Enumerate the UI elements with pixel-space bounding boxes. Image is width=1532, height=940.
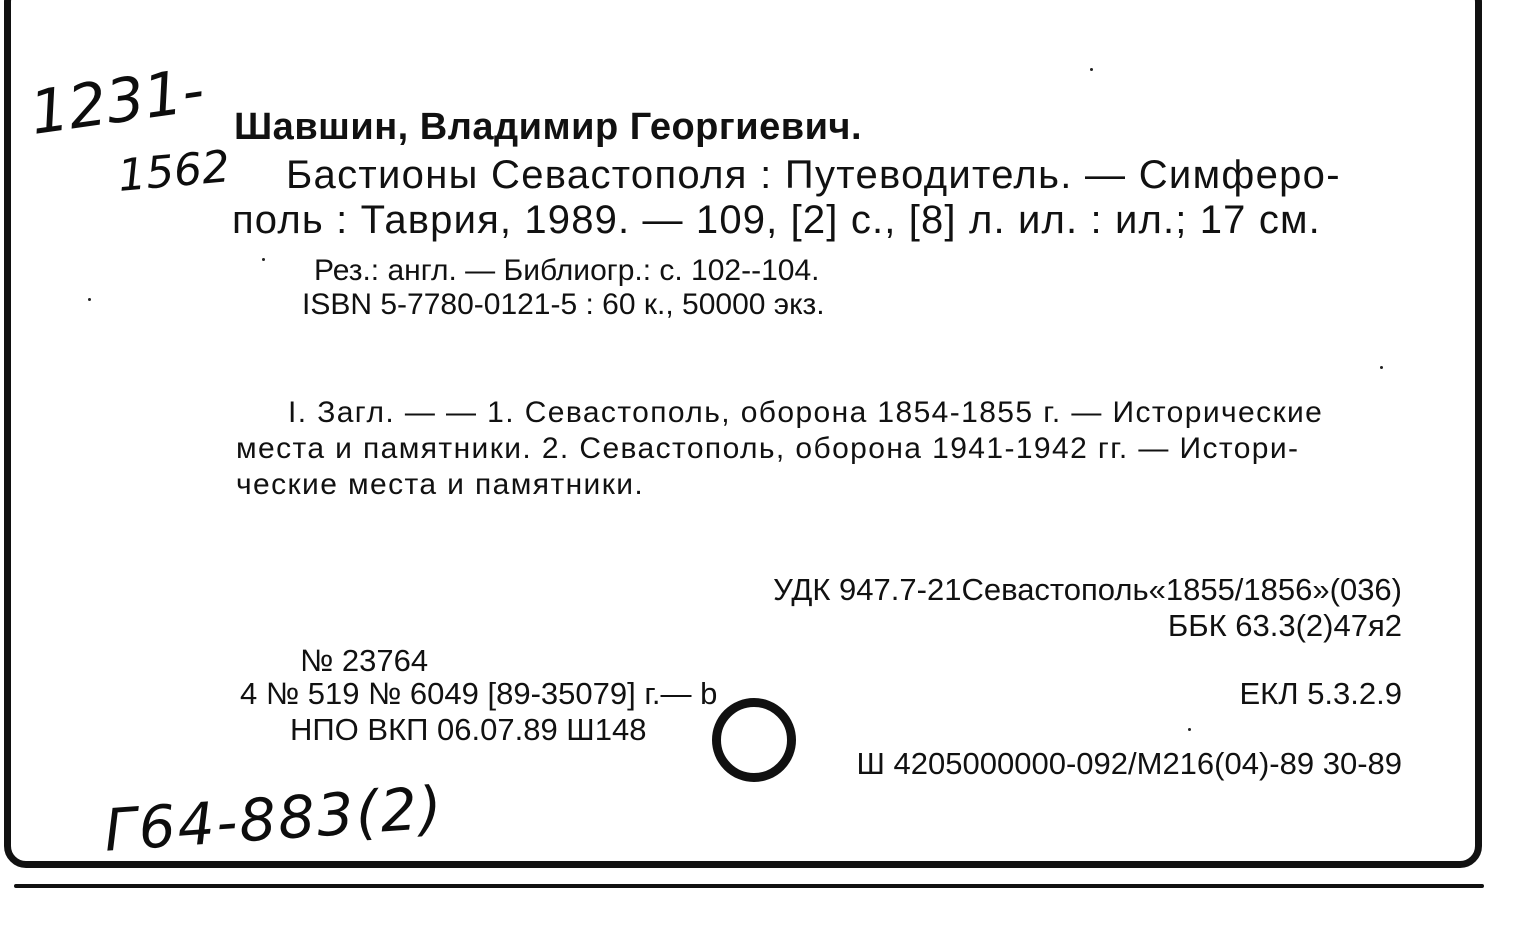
scan-speck	[1090, 68, 1093, 71]
handwritten-number-bottom: 1562	[115, 141, 232, 202]
scan-speck	[88, 298, 91, 301]
sh-code: Ш 4205000000-092/М216(04)-89 30-89	[856, 746, 1402, 781]
scan-speck	[262, 258, 265, 261]
scan-speck	[1188, 728, 1191, 731]
bbk-code: ББК 63.3(2)47я2	[1167, 608, 1402, 643]
punch-hole-circle	[712, 698, 796, 782]
title-line-1: Бастионы Севастополя : Путеводитель. — Симферо-	[286, 153, 1341, 197]
subject-line-2: места и памятники. 2. Севастополь, оборона 1941-1942 гг. — Истори-	[236, 432, 1300, 465]
isbn-note: ISBN 5-7780-0121-5 : 60 к., 50000 экз.	[302, 288, 825, 321]
title-line-2: поль : Таврия, 1989. — 109, [2] с., [8] л. ил. : ил.; 17 см.	[232, 198, 1321, 242]
card-bottom-edge	[14, 884, 1484, 888]
subject-line-1: I. Загл. — — 1. Севастополь, оборона 1854-1855 г. — Исторические	[288, 396, 1324, 429]
npo-line: НПО ВКП 06.07.89 Ш148	[290, 712, 647, 747]
subject-line-3: ческие места и памятники.	[236, 468, 645, 501]
scan-speck	[1380, 366, 1383, 369]
udk-code: УДК 947.7-21Севастополь«1855/1856»(036)	[773, 572, 1402, 607]
ekl-code: ЕКЛ 5.3.2.9	[1239, 676, 1402, 711]
record-number: № 23764	[300, 643, 429, 678]
handwritten-number-top: 1231-	[25, 55, 209, 149]
summary-note: Рез.: англ. — Библиогр.: с. 102--104.	[314, 254, 820, 287]
handwritten-shelf-mark: Г64-883(2)	[102, 773, 446, 865]
order-line: 4 № 519 № 6049 [89-35079] г.— b	[240, 676, 718, 711]
author-heading: Шавшин, Владимир Георгиевич.	[234, 106, 863, 148]
